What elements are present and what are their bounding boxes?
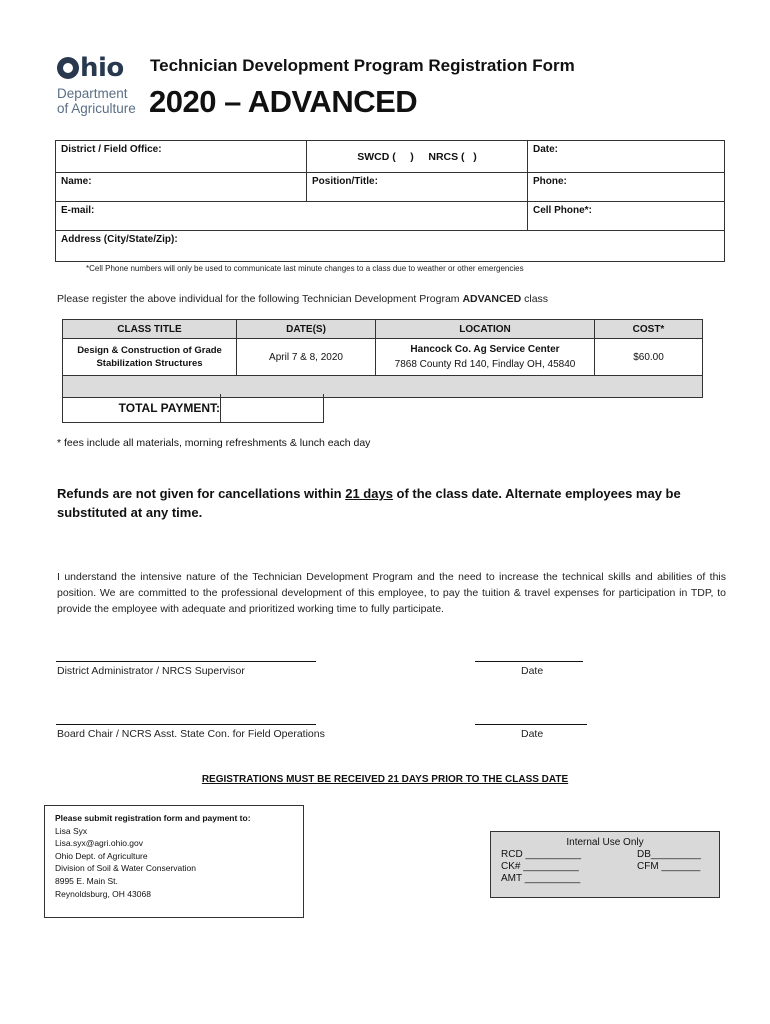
location-line1: Hancock Co. Ag Service Center xyxy=(410,344,560,355)
register-text-bold: ADVANCED xyxy=(462,293,522,305)
header-location: LOCATION xyxy=(376,320,595,339)
submit-heading: Please submit registration form and payment to: xyxy=(55,813,251,823)
submit-line: Lisa.syx@agri.ohio.gov xyxy=(55,838,144,849)
district-field[interactable] xyxy=(56,141,307,173)
cell-phone-label: Cell Phone*: xyxy=(533,205,592,216)
swcd-nrcs-label: SWCD ( ) NRCS ( ) xyxy=(357,150,477,163)
commitment-paragraph: I understand the intensive nature of the Technician Development Program and the need to increase the technical skills and abilities of this position. We are committed to the professional development of this employee, to pay the tuition & travel expenses for participation in TDP, to provide the employee with adequate and prioritized working time to fully participate. xyxy=(57,571,726,615)
internal-amt: AMT __________ xyxy=(501,873,581,884)
internal-use-title: Internal Use Only xyxy=(566,837,644,848)
email-field[interactable] xyxy=(56,202,528,231)
class-cost-cell: $60.00 xyxy=(595,339,703,376)
registrant-info-table xyxy=(55,140,725,262)
phone-field[interactable] xyxy=(528,173,725,202)
swcd-nrcs-field[interactable] xyxy=(307,141,528,173)
submit-line: Reynoldsburg, OH 43068 xyxy=(55,888,151,899)
refund-policy xyxy=(57,484,717,522)
internal-use-box xyxy=(490,831,720,898)
class-title-line2: Stabilization Structures xyxy=(96,358,203,369)
cell-phone-field[interactable] xyxy=(528,202,725,231)
submit-line: Division of Soil & Water Conservation xyxy=(55,863,196,874)
refund-days: 21 days xyxy=(345,486,393,501)
district-label: District / Field Office: xyxy=(61,144,162,155)
address-label: Address (City/State/Zip): xyxy=(61,234,178,245)
cell-phone-note: *Cell Phone numbers will only be used to communicate last minute changes to a class due to weather or other emergencies xyxy=(86,264,524,273)
position-label: Position/Title: xyxy=(312,176,378,187)
logo-dept-line2: of Agriculture xyxy=(57,101,136,116)
class-title-line1: Design & Construction of Grade xyxy=(77,345,222,356)
total-payment-input[interactable] xyxy=(220,394,324,422)
class-location-cell xyxy=(376,339,595,376)
signature-label-2: Board Chair / NCRS Asst. State Con. for Field Operations xyxy=(57,728,325,740)
header-class-title: CLASS TITLE xyxy=(63,320,237,339)
ohio-logo-o-icon xyxy=(57,57,79,79)
refund-text-before: Refunds are not given for cancellations within xyxy=(57,486,346,501)
header-dates: DATE(S) xyxy=(237,320,376,339)
form-subtitle: 2020 – ADVANCED xyxy=(149,84,418,119)
date-label-2: Date xyxy=(521,728,544,740)
class-title-cell xyxy=(63,339,237,376)
signature-line-2[interactable] xyxy=(56,724,316,725)
fees-note: * fees include all materials, morning refreshments & lunch each day xyxy=(57,437,371,449)
submit-line: Lisa Syx xyxy=(55,825,88,836)
table-row xyxy=(63,339,703,376)
submit-line: Ohio Dept. of Agriculture xyxy=(55,850,148,861)
submit-address-box xyxy=(44,805,304,918)
internal-db: DB_________ xyxy=(637,849,701,860)
register-instruction xyxy=(57,293,548,305)
logo-dept-line1: Department xyxy=(57,86,128,101)
phone-label: Phone: xyxy=(533,176,567,187)
date-label: Date: xyxy=(533,144,559,155)
class-table xyxy=(62,319,703,398)
location-line2: 7868 County Rd 140, Findlay OH, 45840 xyxy=(394,359,576,370)
total-payment-label: TOTAL PAYMENT: xyxy=(118,401,220,415)
total-payment-box xyxy=(62,394,324,423)
logo-department-text xyxy=(57,86,136,116)
header-cost: COST* xyxy=(595,320,703,339)
name-label: Name: xyxy=(61,176,92,187)
internal-ck: CK# __________ xyxy=(501,861,579,872)
email-label: E-mail: xyxy=(61,205,95,216)
date-line-2[interactable] xyxy=(475,724,587,725)
form-title: Technician Development Program Registration Form xyxy=(150,56,575,75)
address-field[interactable] xyxy=(56,231,725,262)
name-field[interactable] xyxy=(56,173,307,202)
registration-deadline-notice: REGISTRATIONS MUST BE RECEIVED 21 DAYS PRIOR TO THE CLASS DATE xyxy=(201,774,569,785)
signature-line-1[interactable] xyxy=(56,661,316,662)
class-dates-cell: April 7 & 8, 2020 xyxy=(237,339,376,376)
position-field[interactable] xyxy=(307,173,528,202)
date-label-1: Date xyxy=(521,665,544,677)
submit-line: 8995 E. Main St. xyxy=(55,875,118,886)
class-table-header xyxy=(63,320,703,339)
date-field[interactable] xyxy=(528,141,725,173)
signature-label-1: District Administrator / NRCS Supervisor xyxy=(57,665,245,677)
refund-text-after: of the class date. Alternate employees may be substituted at any time. xyxy=(57,486,681,520)
logo-ohio-text: hio xyxy=(80,53,124,83)
register-text-before: Please register the above individual for the following Technician Development Program xyxy=(57,293,463,305)
register-text-after: class xyxy=(521,293,549,305)
internal-rcd: RCD __________ xyxy=(501,849,582,860)
ohio-logo xyxy=(57,53,124,83)
date-line-1[interactable] xyxy=(475,661,583,662)
internal-cfm: CFM _______ xyxy=(637,861,701,872)
